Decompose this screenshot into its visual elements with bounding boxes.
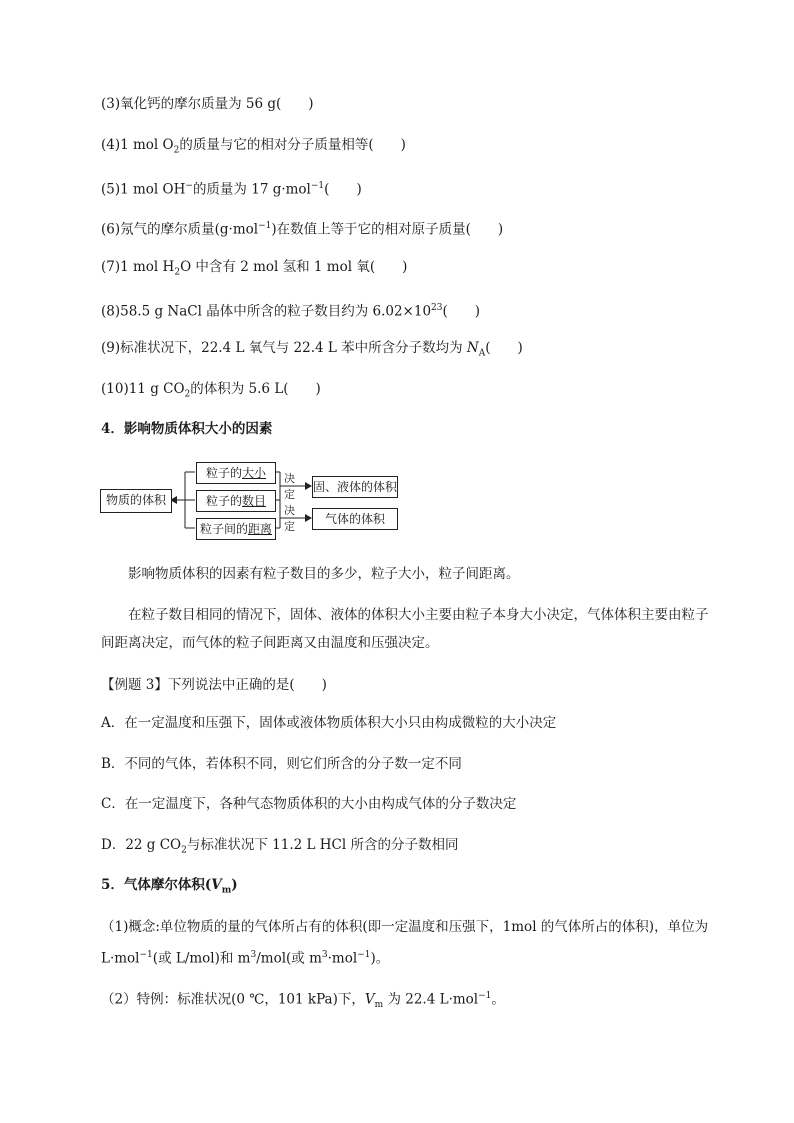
q-text: 1 mol H [120,259,175,275]
superscript: 23 [431,303,443,313]
subscript: 2 [184,389,191,400]
para-text: （2）特例：标准状况(0 ℃，101 kPa)下， [101,991,365,1008]
para-text: )。 [370,950,390,967]
factor-label-underlined: 距离 [248,522,273,536]
subscript: m [221,885,232,896]
diagram-main-box [100,489,172,513]
para-text: (或 L/mol)和 m [152,950,251,967]
diagram-factor-size [196,462,276,484]
diagram-result-solid-liquid [312,476,398,498]
italic-symbol: V [364,991,375,1008]
para-text: 。 [491,991,505,1008]
subscript: A [478,348,486,359]
section-4-para-2: 在粒子数目相同的情况下，固体、液体的体积大小主要由粒子本身大小决定，气体体积主要由粒子间距离决定，而气体的粒子间距离又由温度和压强决定。 [101,607,709,651]
diagram-factor-number [196,490,276,512]
italic-symbol: N [466,340,479,356]
q-text: 1 mol O [120,137,174,153]
option-a: A．在一定温度和压强下，固体或液体物质体积大小只由构成微粒的大小决定 [101,715,557,731]
q-text: O 中含有 2 mol 氢和 1 mol 氧( ) [180,259,408,275]
para-text: ·mol [327,950,358,967]
q-num: (8) [101,303,121,320]
q-text: )在数值上等于它的相对原子质量( ) [271,221,504,238]
q-text: 标准状况下，22.4 L 氧气与 22.4 L 苯中所含分子数均为 [120,340,467,356]
superscript: 3 [250,950,257,960]
section-5-para-2 [101,987,505,1014]
q-text: ( ) [324,181,362,198]
factor-label: 粒子的 [205,466,242,480]
subscript: 2 [174,267,181,278]
subscript: 2 [181,845,187,856]
option-text: 与标准状况下 11.2 L HCl 所含的分子数相同 [186,837,459,853]
factor-label-underlined: 数目 [242,494,267,508]
italic-symbol: V [211,877,222,893]
q-text: 氧化钙的摩尔质量为 56 g( ) [120,96,314,112]
q-text: 11 g CO [128,381,185,397]
para-text: /mol(或 m [256,950,322,967]
factor-label: 粒子的 [205,494,242,508]
superscript: −1 [258,221,272,231]
decide-label-2: 决定 [284,504,295,533]
option-d [101,836,458,860]
factor-label-underlined: 大小 [242,466,267,480]
q-text: 的体积为 5.6 L( ) [190,381,321,397]
diagram-result-gas [312,508,398,530]
superscript: −1 [478,991,492,1001]
heading-text: 5．气体摩尔体积( [101,877,212,893]
para-text: （1)概念:单位物质的量的气体所占有的体积(即一定温度和压强下，1mol 的气体所占的体积)，单位为 L·mol [101,919,709,967]
q-text: 的质量为 17 g·mol [192,181,311,198]
heading-text: ) [231,877,238,893]
q-text: ( ) [442,303,481,320]
q-text: ( ) [485,340,523,356]
q-num: (6) [101,221,121,238]
subscript: 2 [173,145,180,156]
factor-label: 粒子间的 [199,522,248,536]
result-label: 气体的体积 [324,512,385,526]
q-num: (5) [101,181,121,198]
superscript: −1 [139,950,153,960]
q-text: 1 mol OH [120,181,186,198]
superscript: −1 [357,950,371,960]
q-num: (9) [101,340,121,356]
section-5-para-1 [101,913,727,973]
example-3-title: 【例题 3】下列说法中正确的是( ) [101,677,327,693]
superscript: −1 [310,181,325,191]
option-c: C．在一定温度下，各种气态物质体积的大小由构成气体的分子数决定 [101,796,517,812]
decide-label-1: 决定 [284,472,295,501]
q-num: (3) [101,96,121,112]
superscript: 3 [321,950,328,960]
option-text: D．22 g CO [101,837,182,853]
section-5-heading [101,876,238,900]
subscript: m [374,1000,384,1011]
q-text: 氖气的摩尔质量(g·mol [120,221,259,238]
para-text: 为 22.4 L·mol [383,991,479,1008]
section-4-para-1: 影响物质体积的因素有粒子数目的多少，粒子大小，粒子间距离。 [128,566,520,582]
q-num: (10) [101,381,129,397]
result-label: 固、液体的体积 [313,480,398,494]
q-text: 的质量与它的相对分子质量相等( ) [179,137,406,153]
q-num: (7) [101,259,121,275]
section-4-heading: 4．影响物质体积大小的因素 [101,421,273,437]
option-b: B．不同的气体，若体积不同，则它们所含的分子数一定不同 [101,756,462,772]
q-num: (4) [101,137,121,153]
q-text: 58.5 g NaCl 晶体中所含的粒子数目约为 6.02×10 [120,303,432,320]
diagram-main-label: 物质的体积 [105,493,166,507]
superscript: − [185,181,193,191]
diagram-factor-distance [196,518,276,540]
